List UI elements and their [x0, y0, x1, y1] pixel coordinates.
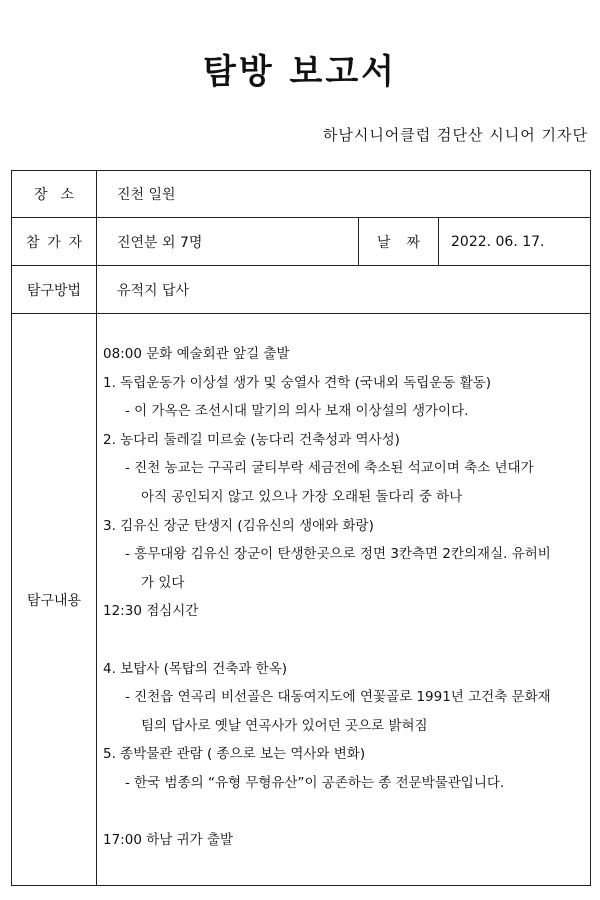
spacer: [103, 798, 590, 827]
content-label: 탐구내용: [12, 314, 97, 886]
item-2-desc: - 진천 농교는 구곡리 굴티부락 세금전에 축소된 석교이며 축소 년대가: [125, 460, 534, 477]
schedule-depart: 08:00 문화 예술회관 앞길 출발: [103, 346, 290, 362]
content-row: [12, 314, 591, 886]
item-5-desc: - 한국 범종의 “유형 무형유산”이 공존하는 종 전문박물관입니다.: [125, 774, 505, 791]
organization-name: 하남시니어클럽 검단산 시니어 기자단: [322, 126, 588, 144]
method-row: [12, 266, 591, 314]
item-4-desc: - 진천읍 연곡리 비선골은 대동여지도에 연꽃골로 1991년 고건축 문화재: [125, 689, 551, 706]
date-label: 날 짜: [359, 218, 439, 266]
item-2: 2. 농다리 둘레길 미르숲 (농다리 건축성과 역사성): [103, 431, 400, 448]
participants-label: 참 가 자: [12, 218, 97, 266]
method-value: 유적지 답사: [97, 266, 591, 314]
item-4-desc-cont: 팀의 답사로 옛날 연곡사가 있어던 곳으로 밝혀짐: [141, 717, 428, 734]
item-4: 4. 보탑사 (목탑의 건축과 한옥): [103, 660, 288, 677]
report-table: [11, 170, 591, 886]
item-2-desc-cont: 아직 공인되지 않고 있으나 가장 오래된 돌다리 중 하나: [141, 488, 463, 505]
item-3-desc: - 흥무대왕 김유신 장군이 탄생한곳으로 정면 3칸측면 2칸의재실. 유허비: [125, 546, 551, 563]
report-title: 탐방 보고서: [202, 52, 398, 92]
spacer: [103, 626, 590, 655]
participants-value: 진연분 외 7명: [97, 218, 359, 266]
item-1: 1. 독립운동가 이상설 생가 및 숭열사 견학 (국내외 독립운동 활동): [103, 374, 492, 391]
date-value: 2022. 06. 17.: [439, 218, 591, 266]
participants-row: [12, 218, 591, 266]
method-label: 탐구방법: [12, 266, 97, 314]
item-3: 3. 김유신 장군 탄생지 (김유신의 생애와 화랑): [103, 517, 374, 534]
item-1-desc: - 이 가옥은 조선시대 말기의 의사 보재 이상설의 생가이다.: [125, 403, 469, 420]
content-body: [97, 314, 591, 886]
place-row: [12, 171, 591, 218]
schedule-return: 17:00 하남 귀가 출발: [103, 832, 234, 849]
item-5: 5. 종박물관 관람 ( 종으로 보는 역사와 변화): [103, 746, 366, 763]
place-value: 진천 일원: [97, 171, 591, 218]
place-label: 장 소: [12, 171, 97, 218]
schedule-lunch: 12:30 점심시간: [103, 603, 199, 620]
item-3-desc-cont: 가 있다: [141, 574, 185, 591]
